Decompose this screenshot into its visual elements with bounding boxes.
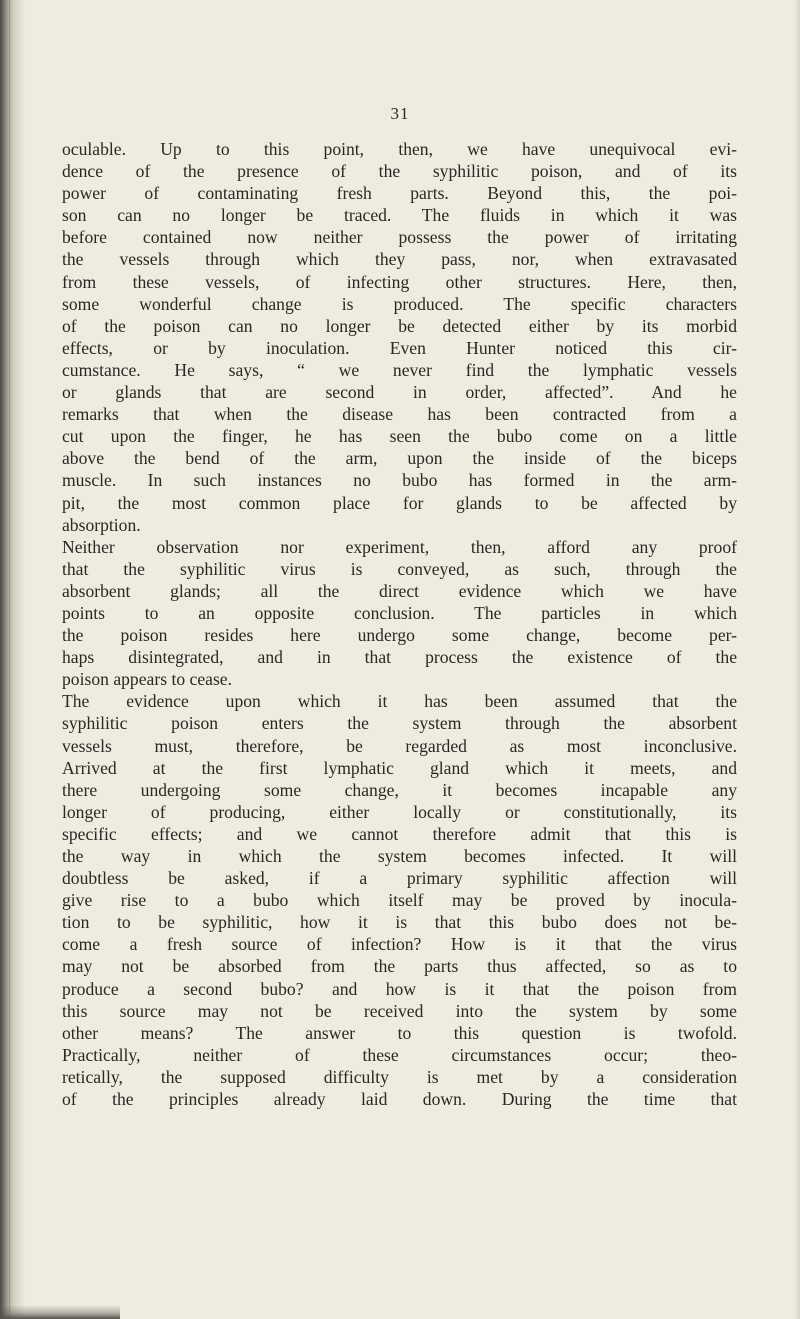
text-line: before contained now neither possess the power of irritating	[62, 227, 737, 248]
text-line: some wonderful change is produced. The specific characters	[62, 293, 737, 314]
text-line: above the bend of the arm, upon the inside of the biceps	[62, 448, 737, 469]
text-line: syphilitic poison enters the system through the absorbent	[62, 713, 737, 734]
page-binding-edge	[0, 0, 26, 1319]
text-line: the poison resides here undergo some change, become per-	[62, 625, 737, 646]
text-line: pit, the most common place for glands to be affected by	[62, 492, 737, 513]
text-line: or glands that are second in order, affected”. And he	[62, 382, 737, 403]
text-line: from these vessels, of infecting other structures. Here, then,	[62, 271, 737, 292]
text-line: the way in which the system becomes infected. It will	[62, 846, 737, 866]
text-line: tion to be syphilitic, how it is that this bubo does not be-	[62, 912, 737, 933]
text-line: of the poison can no longer be detected either by its morbid	[62, 315, 737, 336]
text-line: there undergoing some change, it becomes incapable any	[62, 779, 737, 800]
text-line: produce a second bubo? and how is it that the poison from	[62, 978, 737, 999]
text-line: absorbent glands; all the direct evidence which we have	[62, 580, 737, 601]
text-line: may not be absorbed from the parts thus affected, so as to	[62, 956, 737, 977]
text-line: give rise to a bubo which itself may be proved by inocula-	[62, 890, 737, 911]
text-line: Arrived at the first lymphatic gland which it meets, and	[62, 757, 737, 778]
text-line: vessels must, therefore, be regarded as most inconclusive.	[62, 735, 737, 756]
page-right-edge	[794, 0, 800, 1319]
text-line: The evidence upon which it has been assumed that the	[62, 691, 737, 712]
text-line: power of contaminating fresh parts. Beyond this, the poi-	[62, 183, 737, 204]
text-line: other means? The answer to this question is twofold.	[62, 1022, 737, 1043]
text-line: specific effects; and we cannot therefore admit that this is	[62, 823, 737, 844]
text-line: remarks that when the disease has been contracted from a	[62, 404, 737, 425]
body-text	[62, 138, 737, 1110]
text-line: oculable. Up to this point, then, we have unequivocal evi-	[62, 139, 737, 159]
text-line: come a fresh source of infection? How is it that the virus	[62, 934, 737, 955]
text-line: of the principles already laid down. During the time that	[62, 1089, 737, 1110]
text-line: this source may not be received into the system by some	[62, 1000, 737, 1021]
text-line: dence of the presence of the syphilitic poison, and of its	[62, 161, 737, 182]
text-line: cut upon the finger, he has seen the bubo come on a little	[62, 426, 737, 447]
text-line: son can no longer be traced. The fluids in which it was	[62, 205, 737, 226]
text-line: cumstance. He says, “ we never find the lymphatic vessels	[62, 359, 737, 380]
text-line: Neither observation nor experiment, then, afford any proof	[62, 536, 737, 557]
text-line: muscle. In such instances no bubo has formed in the arm-	[62, 470, 737, 491]
text-line: retically, the supposed difficulty is met by a consideration	[62, 1066, 737, 1087]
text-line: effects, or by inoculation. Even Hunter noticed this cir-	[62, 337, 737, 358]
text-line: absorption.	[62, 514, 141, 535]
text-line: doubtless be asked, if a primary syphilitic affection will	[62, 868, 737, 889]
text-line: poison appears to cease.	[62, 669, 233, 690]
binding-line	[9, 0, 10, 1319]
page-bottom-shadow	[0, 1305, 120, 1319]
text-line: points to an opposite conclusion. The particles in which	[62, 602, 737, 623]
text-line: the vessels through which they pass, nor, when extravasated	[62, 249, 737, 270]
text-line: haps disintegrated, and in that process the existence of the	[62, 647, 737, 668]
page-number: 31	[390, 104, 410, 123]
text-line: Practically, neither of these circumstances occur; theo-	[62, 1044, 737, 1065]
text-line: that the syphilitic virus is conveyed, as such, through the	[62, 558, 737, 579]
text-line: longer of producing, either locally or constitutionally, its	[62, 801, 737, 822]
